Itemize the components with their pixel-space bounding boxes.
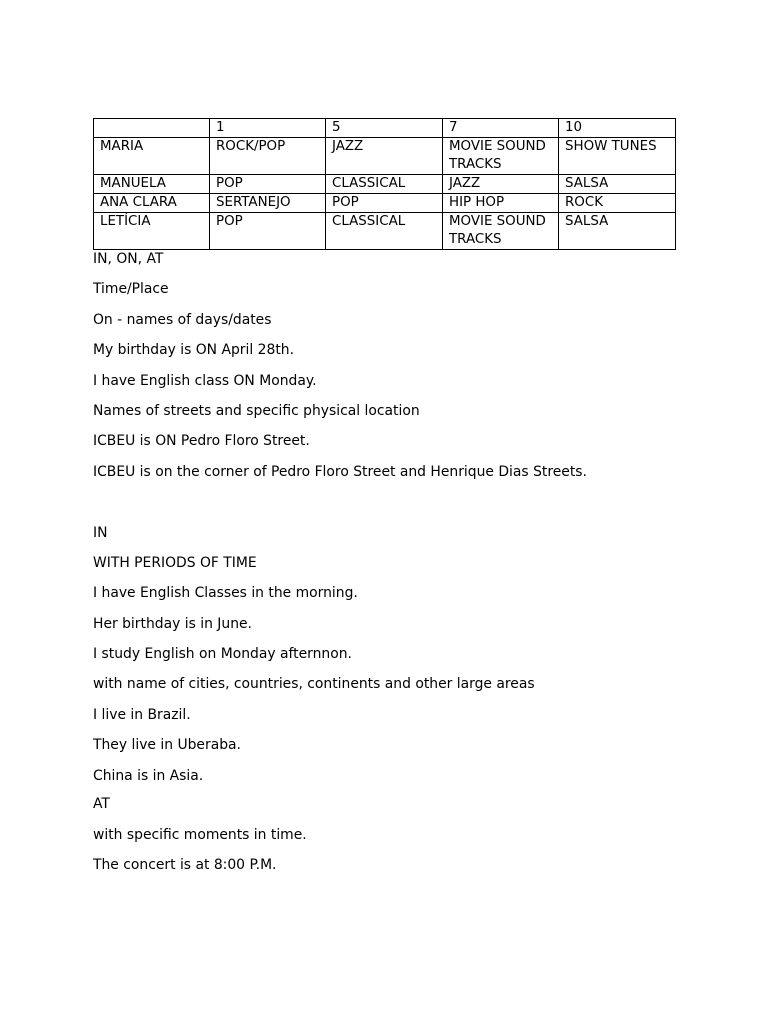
text-line: They live in Uberaba. bbox=[93, 737, 241, 754]
table-cell: JAZZ bbox=[443, 175, 559, 194]
table-cell: SALSA bbox=[559, 213, 676, 250]
text-line: with name of cities, countries, continents and other large areas bbox=[93, 676, 535, 693]
table-row bbox=[94, 213, 676, 250]
table-header-cell bbox=[94, 119, 210, 138]
text-line: WITH PERIODS OF TIME bbox=[93, 554, 257, 571]
text-line: I have English class ON Monday. bbox=[93, 372, 317, 389]
table-cell: SHOW TUNES bbox=[559, 138, 676, 175]
heading-at: AT bbox=[93, 796, 110, 813]
text-line: My birthday is ON April 28th. bbox=[93, 342, 294, 359]
table-header-cell: 10 bbox=[559, 119, 676, 138]
table-cell: CLASSICAL bbox=[326, 175, 443, 194]
music-preferences-table bbox=[93, 118, 676, 250]
table-cell: SALSA bbox=[559, 175, 676, 194]
text-line: I have English Classes in the morning. bbox=[93, 585, 358, 602]
table-cell: ANA CLARA bbox=[94, 194, 210, 213]
table-cell: POP bbox=[210, 175, 326, 194]
text-line: The concert is at 8:00 P.M. bbox=[93, 857, 277, 874]
table-cell: POP bbox=[210, 213, 326, 250]
table-row bbox=[94, 194, 676, 213]
table-header-cell: 5 bbox=[326, 119, 443, 138]
table-cell: MOVIE SOUNDTRACKS bbox=[443, 213, 559, 250]
document-page bbox=[93, 118, 675, 873]
text-line: China is in Asia. bbox=[93, 767, 204, 784]
table-row bbox=[94, 138, 676, 175]
table-cell: POP bbox=[326, 194, 443, 213]
notes-body bbox=[93, 250, 675, 873]
table-cell: SERTANEJO bbox=[210, 194, 326, 213]
table-header-row bbox=[94, 119, 676, 138]
text-line: I study English on Monday afternnon. bbox=[93, 646, 352, 663]
text-line: ICBEU is ON Pedro Floro Street. bbox=[93, 433, 310, 450]
text-line: ICBEU is on the corner of Pedro Floro Street and Henrique Dias Streets. bbox=[93, 463, 587, 480]
heading-in-on-at: IN, ON, AT bbox=[93, 251, 164, 267]
table-cell: ROCK/POP bbox=[210, 138, 326, 175]
text-line: Her birthday is in June. bbox=[93, 615, 252, 632]
text-line: Time/Place bbox=[93, 281, 169, 298]
table-cell: CLASSICAL bbox=[326, 213, 443, 250]
table-cell: MARIA bbox=[94, 138, 210, 175]
text-line: On - names of days/dates bbox=[93, 311, 272, 328]
text-line: Names of streets and specific physical location bbox=[93, 402, 420, 419]
text-line: with specific moments in time. bbox=[93, 826, 307, 843]
table-cell: MOVIE SOUNDTRACKS bbox=[443, 138, 559, 175]
table-row bbox=[94, 175, 676, 194]
table-cell: HIP HOP bbox=[443, 194, 559, 213]
table-header-cell: 1 bbox=[210, 119, 326, 138]
table-cell: LETÍCIA bbox=[94, 213, 210, 250]
table-header-cell: 7 bbox=[443, 119, 559, 138]
table-cell: MANUELA bbox=[94, 175, 210, 194]
table-cell: ROCK bbox=[559, 194, 676, 213]
text-line: I live in Brazil. bbox=[93, 706, 191, 723]
table-cell: JAZZ bbox=[326, 138, 443, 175]
heading-in: IN bbox=[93, 524, 108, 541]
